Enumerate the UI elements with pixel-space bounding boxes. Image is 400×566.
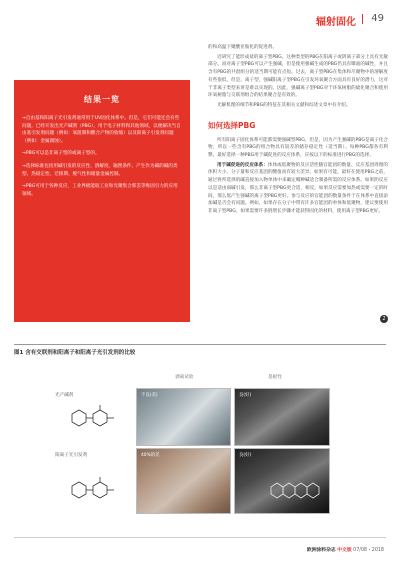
figure-caption: 图1 含有交联剂和阳离子和阳离子光引发剂的比较 xyxy=(14,350,136,356)
footer-rule xyxy=(14,537,386,538)
section-title: 辐射固化 xyxy=(316,17,356,28)
article-column xyxy=(208,44,388,218)
summary-item: →自由基和阳离子光引发剂通常用于UV固化体系中。但是，它们可能还会有些问题，已经开发出光产碱剂（PBG），用于电子材料和其他领域，以便解决当自由基引发剂问题（例如：氧阻制和酸合产物的收缩）以及阳离子引发剂问题（例如：金属腐蚀）。 xyxy=(22,116,181,144)
summary-item: →选择标准包括用碱引发的反应性、溶解度、辐照条件、产生作为碱的碱的类型、热稳定性、迁移期、脱气性和储量金属控制。 xyxy=(22,163,178,177)
footer-issue: 07/08・2018 xyxy=(353,548,384,553)
paragraph-lead: 用于碱促进的反应体系： xyxy=(217,162,268,168)
photo-label: 良(好) xyxy=(239,393,252,398)
paragraph: 用于碱促进的反应体系：体体或低聚物的反应活性随官能团的数量、反应基团周围的体积大小、分子量和反应基团的酸值而有较大差异。如果有可能，最好在使用PBG之前，通过将所选择的碱直接加入物单体中来确定哪种碱适合制备所需的反应体系。如果阴反应以是适由弱碱引发，那么非离子型PBG更合适，相反，如果反应需要加热或需要一定的时间，那么低产生强碱的离子型PBG更好。参与反应的官能团的数量条件于在体系中直接添加碱是否会有问题。例如，如果存在分子中带有许多官能团的单体和低聚物，建议要使用非离子型PBG，如果需要许多链增长步骤才能获得固化的材料，使用离子型PBG更好。 xyxy=(208,162,388,214)
sample-photo xyxy=(136,388,231,446)
molecule-structure-photobase xyxy=(62,402,118,436)
figure-row-label: 阳离子光引发剂 xyxy=(55,453,88,458)
photo-label: 40%的差 xyxy=(141,453,160,458)
footer xyxy=(307,546,384,553)
figure-rule xyxy=(14,344,386,345)
figure-column-head: 剥离试验 xyxy=(175,375,194,380)
photo-label: 不良(差) xyxy=(141,393,158,398)
paragraph: 的和高温下聚酸亚胺化的促进剂。 xyxy=(208,45,277,50)
page-number: 49 xyxy=(371,13,384,24)
molecule-overlay-icon xyxy=(265,467,325,511)
molecule-structure-cationic xyxy=(62,474,118,508)
section-heading: 如何选择PBG xyxy=(208,120,256,130)
figure-column-head: 基板性 xyxy=(268,375,282,380)
photo-label: 良(好) xyxy=(239,453,252,458)
sample-photo xyxy=(234,448,330,514)
paragraph: 近研究了能形成盐的离子型PBG。这种类型的PBG在阳离子或阴离子部分上具有光敏部分。而对离子型PBG可以产生强碱，但是使用强碱生成的PBG仍具有曝面的碱性，并且含有PBG的共混组分的适当期可能有点短。过去，离子型PBG在集体和尽聚物中的溶解度有些很低，但是，离子型，强碱阳离子型PBG在引发环氧聚合方面具有良好的潜力，这对于非离子类型来讲是难以实现的。因此，强碱离子型PBG对于环氧树脂的硫化聚合和使用环氧树脂与交联剂组合的结果聚合是有效的。 xyxy=(208,54,388,99)
figure-row-label: 光产碱剂 xyxy=(55,393,74,398)
side-marker: 2 xyxy=(380,315,388,323)
sample-photo xyxy=(136,448,231,514)
sample-photo xyxy=(234,388,330,446)
summary-item: →PBG可以是非离子型的或离子型的。 xyxy=(22,151,100,157)
header-divider xyxy=(362,14,363,24)
paragraph: 光解机理的细节和PBG的特征在其相关文献和综述文章中有介绍。 xyxy=(217,102,351,108)
summary-box xyxy=(14,80,190,322)
summary-item: →PBG可用于各种反应，工业界极能取工业和光聚集合那丢等维固引力的应用领域。 xyxy=(22,184,178,197)
footer-brand: 欧洲涂料杂志 xyxy=(306,548,336,553)
footer-edition: 中文版 xyxy=(337,548,352,553)
summary-title: 结果一览 xyxy=(84,95,120,104)
paragraph: 所有阳离子固化体系可能都需要强碱型PBG，但是，因为产生强碱的PBG是离子化合物，所以一些含有PBG的组合物具有较差的储存稳定性（适当期）。每种PBG都各有利弊，最好选择一种PBG用于碱促进的反应体系，应按以下的标准进行PBG的选择。 xyxy=(208,137,388,159)
